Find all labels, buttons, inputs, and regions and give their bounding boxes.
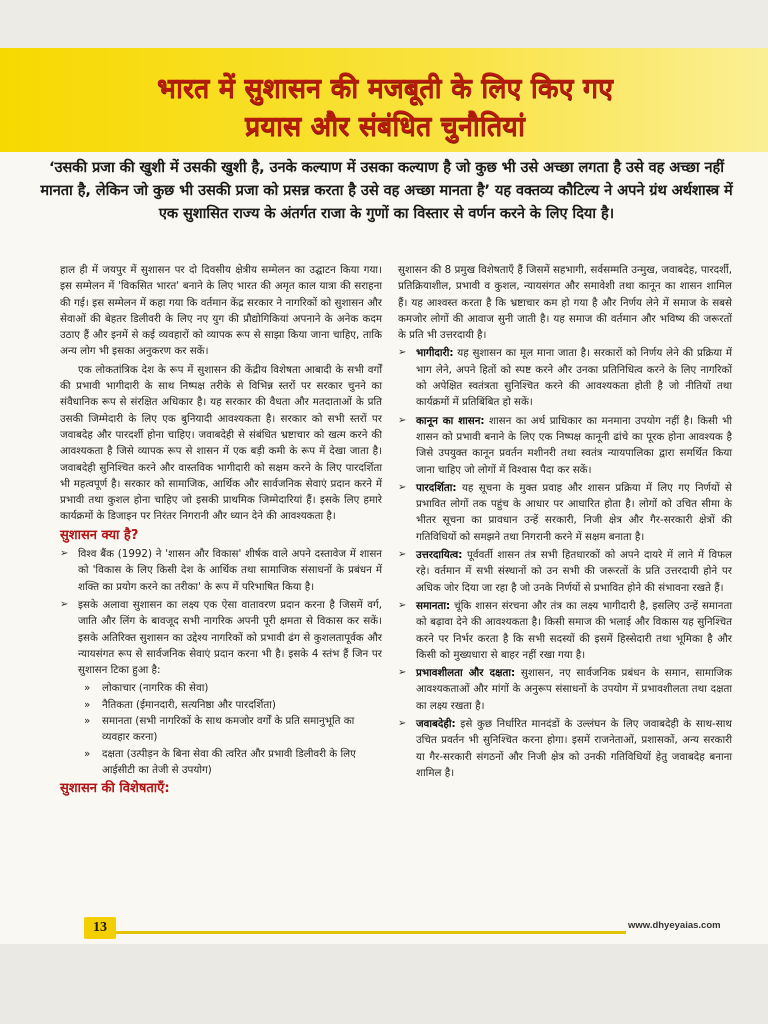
left-column: [60, 262, 382, 800]
arrow-bullet-icon: ➢: [60, 598, 69, 610]
footer-rule: [116, 931, 626, 934]
sub-bullet-item: » नैतिकता (ईमानदारी, सत्यनिष्ठा और पारदर्शिता): [60, 697, 382, 713]
paragraph: एक लोकतांत्रिक देश के रूप में सुशासन की केंद्रीय विशेषता आबादी के सभी वर्गों की प्रभावी भागीदारी के साथ निष्पक्ष तरीके से विभिन्न स्तरों पर सरकार चुनने का संवैधानिक रूप से संरक्षित अधिकार है। यह सरकार की वैधता और मतदाताओं के प्रति उसकी जिम्मेदारी के लिए एक बुनियादी आवश्यकता है। सरकार को सभी स्तरों पर जवाबदेह और पारदर्शी होना चाहिए। जवाबदेही से संबंधित भ्रष्टाचार को खत्म करने की आवश्यकता है जिसे व्यापक रूप से शासन में एक बड़ी कमी के रूप में देखा जाता है। जवाबदेही सुनिश्चित करने और वास्तविक भागीदारी को सक्षम करने के लिए पारदर्शिता भी महत्वपूर्ण है। सरकार को सामाजिक, आर्थिक और सार्वजनिक सेवाएं प्रदान करने में प्रभावी तथा कुशल होना चाहिए जो इसकी प्राथमिक जिम्मेदारियां हैं। इसके लिए हमारे कार्यक्रमों के डिजाइन पर निरंतर निगरानी और ध्यान देने की आवश्यकता है।: [60, 363, 382, 523]
right-column: [398, 262, 732, 783]
footer-url: www.dhyeyaias.com: [628, 920, 721, 931]
sub-bullet-item: » दक्षता (उत्पीड़न के बिना सेवा की त्वरित और प्रभावी डिलीवरी के लिए आईसीटी का तेजी से उपयोग): [84, 747, 356, 776]
arrow-bullet-icon: ➢: [398, 549, 407, 561]
dot-bullet-icon: »: [84, 698, 91, 711]
page-number: 13: [84, 917, 116, 939]
paragraph: सुशासन की 8 प्रमुख विशेषताएँ हैं जिसमें सहभागी, सर्वसम्मति उन्मुख, जवाबदेह, पारदर्शी, प्रतिक्रियाशील, प्रभावी व कुशल, न्यायसंगत और समावेशी तथा कानून का शासन शामिल हैं। यह आश्वस्त करता है कि भ्रष्टाचार कम हो गया है और निर्णय लेने में समाज के सबसे कमजोर लोगों की आवाज सुनी जाती है। यह समाज की वर्तमान और भविष्य की जरूरतों के प्रति भी उत्तरदायी है।: [398, 264, 732, 342]
bullet-item: ➢ विश्व बैंक (1992) ने 'शासन और विकास' शीर्षक वाले अपने दस्तावेज में शासन को 'विकास के लिए किसी देश के आर्थिक तथा सामाजिक संसाधनों के प्रबंधन में शक्ति का प्रयोग करने का तरीका' के रूप में परिभाषित किया है।: [60, 548, 382, 593]
title-line-1: भारत में सुशासन की मजबूती के लिए किए गए: [156, 73, 614, 104]
intro-quote: ‘उसकी प्रजा की खुशी में उसकी खुशी है, उनके कल्याण में उसका कल्याण है जो कुछ भी उसे अच्छा लगता है उसे वह अच्छा नहीं मानता है, लेकिन जो कुछ भी उसकी प्रजा को प्रसन्न करता है उसे वह अच्छा मानता है’ यह वक्तव्य कौटिल्य ने अपने ग्रंथ अर्थशास्त्र में एक सुशासित राज्य के अंतर्गत राजा के गुणों का विस्तार से वर्णन करने के लिए दिया है।: [40, 159, 733, 222]
arrow-bullet-icon: ➢: [398, 718, 407, 730]
article-title: [40, 70, 730, 146]
dot-bullet-icon: »: [84, 747, 91, 760]
feature-item: ➢ भागीदारी: यह सुशासन का मूल माना जाता है। सरकारों को निर्णय लेने की प्रक्रिया में भाग लेने, अपने हितों को स्पष्ट करने और उनका प्रतिनिधित्व करने के लिए नागरिकों को अपेक्षित स्वतंत्रता सुनिश्चित करने की आवश्यकता होती है जो नीतियों तथा कार्यक्रमों में प्रतिबिंबित हो सकें।: [398, 347, 732, 409]
feature-item: ➢ प्रभावशीलता और दक्षता: सुशासन, नए सार्वजनिक प्रबंधन के समान, सामाजिक आवश्यकताओं और मांगों के अनुरूप संसाधनों के उपयोग में प्रभावशीलता तथा दक्षता का लक्ष्य रखता है।: [398, 667, 732, 712]
dot-bullet-icon: »: [84, 682, 91, 695]
title-line-2: प्रयास और संबंधित चुनौतियां: [245, 111, 525, 142]
bullet-item: ➢ इसके अलावा सुशासन का लक्ष्य एक ऐसा वातावरण प्रदान करना है जिसमें वर्ग, जाति और लिंग के बावजूद सभी नागरिक अपनी पूरी क्षमता से विकास कर सकें। इसके अतिरिक्त सुशासन का उद्देश्य नागरिकों को प्रभावी ढंग से कुशलतापूर्वक और न्यायसंगत रूप से सार्वजनिक सेवाएं प्रदान करना भी है। इसके 4 स्तंभ हैं जिन पर सुशासन टिका हुआ है:: [60, 598, 382, 677]
section-heading: सुशासन क्या है?: [60, 527, 139, 543]
arrow-bullet-icon: ➢: [398, 667, 407, 679]
feature-item: ➢ पारदर्शिता: यह सूचना के मुक्त प्रवाह और शासन प्रक्रिया में लिए गए निर्णयों से प्रभावित लोगों तक पहुंच के आधार पर आधारित होता है। लोगों को उचित सीमा के भीतर सूचना का प्रावधान उन्हें सरकारी, निजी क्षेत्र और गैर-सरकारी क्षेत्रों की गतिविधियों को समझने तथा निगरानी करने में सक्षम बनाता है।: [398, 481, 732, 543]
feature-item: ➢ समानता: चूंकि शासन संरचना और तंत्र का लक्ष्य भागीदारी है, इसलिए उन्हें समानता को बढ़ावा देने की आवश्यकता है। किसी समाज की भलाई और विकास यह सुनिश्चित करने पर निर्भर करता है कि सभी सदस्यों की इसमें हिस्सेदारी तथा भूमिका है और किसी को मुख्यधारा से बाहर नहीं रखा गया है।: [398, 599, 732, 661]
top-margin: [0, 0, 768, 48]
arrow-bullet-icon: ➢: [398, 347, 407, 359]
bottom-margin: [0, 944, 768, 1024]
arrow-bullet-icon: ➢: [398, 481, 407, 493]
paragraph: हाल ही में जयपुर में सुशासन पर दो दिवसीय क्षेत्रीय सम्मेलन का उद्घाटन किया गया। इस सम्मेलन में 'विकसित भारत' बनाने के लिए भारत की अमृत काल यात्रा की सराहना की गई। इस सम्मेलन में कहा गया कि वर्तमान केंद्र सरकार ने नागरिकों को सुशासन और सेवाओं की बेहतर डिलीवरी के लिए नए युग की प्रौद्योगिकियां अपनाने के अनेक कदम उठाए हैं और इनमें से कई व्यवहारों को व्यापक रूप से साझा किया जाना चाहिए, ताकि अन्य लोग भी इसका अनुकरण कर सकें।: [60, 264, 382, 358]
arrow-bullet-icon: ➢: [60, 548, 69, 560]
sub-bullet-item: » समानता (सभी नागरिकों के साथ कमजोर वर्गों के प्रति समानुभूति का व्यवहार करना): [84, 715, 355, 744]
arrow-bullet-icon: ➢: [398, 414, 407, 426]
feature-item: ➢ कानून का शासन: शासन का अर्थ प्राधिकार का मनमाना उपयोग नहीं है। किसी भी शासन को प्रभावी बनाने के लिए एक निष्पक्ष कानूनी ढांचे का पूरक होना आवश्यक है जिसे उपयुक्त कानून प्रवर्तन मशीनरी तथा स्वतंत्र न्यायपालिका द्वारा समर्थित किया जाना चाहिए जो लोगों में विश्वास पैदा कर सकें।: [398, 414, 733, 476]
feature-item: ➢ उत्तरदायित्व: पूर्ववर्ती शासन तंत्र सभी हितधारकों को अपने दायरे में लाने में विफल रहे। वर्तमान में सभी संस्थानों को उन सभी की जरूरतों के प्रति उत्तरदायी होने पर अधिक जोर दिया जा रहा है जो उनके निर्णयों से प्रभावित होने की संभावना रखते हैं।: [398, 549, 732, 594]
sub-bullet-item: » लोकाचार (नागरिक की सेवा): [60, 680, 382, 696]
section-heading: सुशासन की विशेषताएँ:: [60, 781, 170, 797]
dot-bullet-icon: »: [84, 715, 91, 728]
feature-item: ➢ जवाबदेही: इसे कुछ निर्धारित मानदंडों के उल्लंघन के लिए जवाबदेही के साथ-साथ उचित प्रवर्तन भी सुनिश्चित करना होगा। इसमें राजनेताओं, प्रशासकों, अन्य सरकारी या गैर-सरकारी संगठनों और निजी क्षेत्र को उनकी गतिविधियों हेतु जवाबदेह बनाना शामिल है।: [398, 718, 732, 779]
arrow-bullet-icon: ➢: [398, 599, 407, 611]
